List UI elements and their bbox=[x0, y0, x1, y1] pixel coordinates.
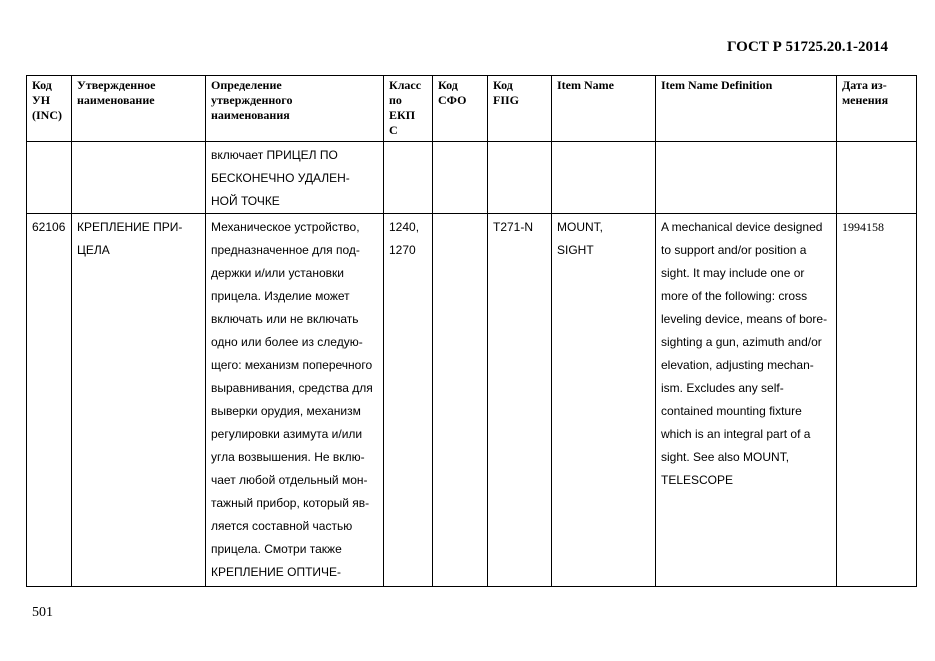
cell-line: КРЕПЛЕНИЕ ПРИ- bbox=[77, 220, 183, 234]
cell-line: тажный прибор, который яв- bbox=[211, 496, 370, 510]
cell-item-name bbox=[552, 214, 656, 587]
cell-line: MOUNT, bbox=[557, 220, 603, 234]
catalog-table bbox=[26, 75, 917, 587]
cell-line: включать или не включать bbox=[211, 312, 359, 326]
cell-line: sight. It may include one or bbox=[661, 266, 805, 280]
cell-line: which is an integral part of a bbox=[661, 427, 811, 441]
header-line: менения bbox=[842, 93, 889, 107]
header-line: по bbox=[389, 93, 402, 107]
column-header-fiig bbox=[488, 76, 552, 142]
cell-fiig bbox=[488, 214, 552, 587]
header-line: СФО bbox=[438, 93, 467, 107]
cell-sfo bbox=[433, 142, 488, 214]
column-header-code bbox=[27, 76, 72, 142]
cell-line: ЦЕЛА bbox=[77, 243, 110, 257]
cell-line: НОЙ ТОЧКЕ bbox=[211, 194, 280, 208]
cell-line: leveling device, means of bore- bbox=[661, 312, 828, 326]
column-header-definition bbox=[206, 76, 384, 142]
cell-line: ляется составной частью bbox=[211, 519, 353, 533]
cell-line: одно или более из следую- bbox=[211, 335, 363, 349]
cell-line: 1994158 bbox=[842, 220, 884, 234]
column-header-sfo bbox=[433, 76, 488, 142]
table-row bbox=[27, 214, 917, 587]
cell-code bbox=[27, 142, 72, 214]
header-line: Утвержденное bbox=[77, 78, 156, 92]
cell-line: sighting a gun, azimuth and/or bbox=[661, 335, 822, 349]
header-line: утвержденного bbox=[211, 93, 293, 107]
cell-sfo bbox=[433, 214, 488, 587]
header-line: С bbox=[389, 123, 398, 137]
cell-date bbox=[837, 214, 917, 587]
cell-line: прицела. Изделие может bbox=[211, 289, 350, 303]
cell-line: щего: механизм поперечного bbox=[211, 358, 373, 372]
cell-code bbox=[27, 214, 72, 587]
cell-name bbox=[72, 214, 206, 587]
cell-item-name bbox=[552, 142, 656, 214]
header-line: (INC) bbox=[32, 108, 62, 122]
header-line: Класс bbox=[389, 78, 422, 92]
cell-definition bbox=[206, 214, 384, 587]
cell-line: sight. See also MOUNT, bbox=[661, 450, 790, 464]
cell-line: выравнивания, средства для bbox=[211, 381, 373, 395]
cell-line: T271-N bbox=[493, 220, 534, 234]
cell-line: elevation, adjusting mechan- bbox=[661, 358, 814, 372]
cell-line: угла возвышения. Не вклю- bbox=[211, 450, 365, 464]
header-line: Дата из- bbox=[842, 78, 887, 92]
cell-line: Механическое устройство, bbox=[211, 220, 360, 234]
cell-line: TELESCOPE bbox=[661, 473, 734, 487]
cell-line: contained mounting fixture bbox=[661, 404, 802, 418]
cell-name bbox=[72, 142, 206, 214]
header-line: ЕКП bbox=[389, 108, 416, 122]
cell-class bbox=[384, 214, 433, 587]
standard-number: ГОСТ Р 51725.20.1-2014 bbox=[726, 39, 888, 55]
cell-line: прицела. Смотри также bbox=[211, 542, 342, 556]
cell-fiig bbox=[488, 142, 552, 214]
cell-line: регулировки азимута и/или bbox=[211, 427, 363, 441]
cell-date bbox=[837, 142, 917, 214]
header-line: Определение bbox=[211, 78, 282, 92]
cell-line: предназначенное для под- bbox=[211, 243, 360, 257]
column-header-name bbox=[72, 76, 206, 142]
cell-item-def bbox=[656, 142, 837, 214]
column-header-date bbox=[837, 76, 917, 142]
cell-line: SIGHT bbox=[557, 243, 594, 257]
header-line: Код bbox=[438, 78, 458, 92]
header-line: УН bbox=[32, 93, 51, 107]
cell-line: КРЕПЛЕНИЕ ОПТИЧЕ- bbox=[211, 565, 342, 579]
cell-line: держки и/или установки bbox=[211, 266, 344, 280]
cell-line: 62106 bbox=[32, 220, 66, 234]
cell-line: 1270 bbox=[389, 243, 416, 257]
cell-definition bbox=[206, 142, 384, 214]
header-line: Код bbox=[493, 78, 513, 92]
column-header-class bbox=[384, 76, 433, 142]
column-header-item-def bbox=[656, 76, 837, 142]
header-line: Item Name Definition bbox=[661, 78, 773, 92]
column-header-item-name bbox=[552, 76, 656, 142]
header-line: наименование bbox=[77, 93, 155, 107]
cell-item-def bbox=[656, 214, 837, 587]
cell-line: чает любой отдельный мон- bbox=[211, 473, 368, 487]
cell-line: выверки орудия, механизм bbox=[211, 404, 361, 418]
cell-line: more of the following: cross bbox=[661, 289, 808, 303]
header-line: Item Name bbox=[557, 78, 614, 92]
header-line: наименования bbox=[211, 108, 290, 122]
page-number: 501 bbox=[32, 605, 53, 620]
cell-line: ism. Excludes any self- bbox=[661, 381, 784, 395]
header-line: Код bbox=[32, 78, 52, 92]
cell-line: A mechanical device designed bbox=[661, 220, 823, 234]
cell-line: 1240, bbox=[389, 220, 420, 234]
cell-line: включает ПРИЦЕЛ ПО bbox=[211, 148, 338, 162]
cell-class bbox=[384, 142, 433, 214]
table-row bbox=[27, 142, 917, 214]
header-line: FIIG bbox=[493, 93, 520, 107]
cell-line: БЕСКОНЕЧНО УДАЛЕН- bbox=[211, 171, 350, 185]
cell-line: to support and/or position a bbox=[661, 243, 807, 257]
table-header-row bbox=[27, 76, 917, 142]
